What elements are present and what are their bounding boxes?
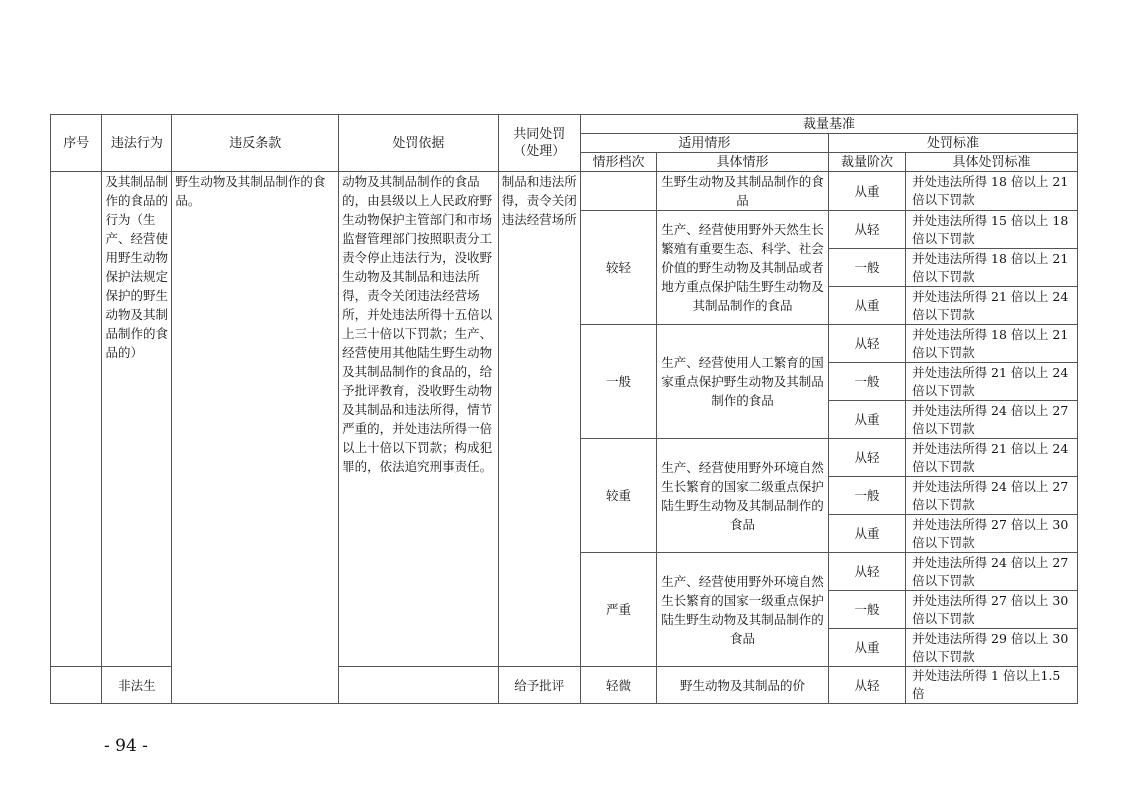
header-violation: 违法行为	[102, 115, 172, 172]
header-penalty-std: 处罚标准	[828, 134, 1077, 153]
stage-cell: 一般	[828, 591, 905, 629]
situation-cell: 生产、经营使用野外天然生长繁殖有重要生态、科学、社会价值的野生动物及其制品或者地方重点保护陆生野生动物及其制品制作的食品	[657, 211, 829, 325]
header-discretion: 裁量基准	[580, 115, 1077, 134]
header-stage: 裁量阶次	[828, 153, 905, 172]
first-level-cell	[580, 172, 656, 211]
stage-cell: 从轻	[828, 211, 905, 249]
stage-cell: 从轻	[828, 667, 905, 704]
clause-cell: 野生动物及其制品制作的食品。	[172, 172, 339, 704]
level-cell: 较重	[580, 439, 656, 553]
penalty-cell: 并处违法所得 18 倍以上 21 倍以下罚款	[906, 325, 1078, 363]
situation-cell: 野生动物及其制品的价	[657, 667, 829, 704]
situation-cell: 生产、经营使用野外环境自然生长繁育的国家二级重点保护陆生野生动物及其制品制作的食品	[657, 439, 829, 553]
violation-cell: 及其制品制作的食品的行为（生产、经营使用野生动物保护法规定保护的野生动物及其制品制作的食品的）	[102, 172, 172, 667]
stage-cell: 一般	[828, 477, 905, 515]
header-level: 情形档次	[580, 153, 656, 172]
penalty-cell: 并处违法所得 24 倍以上 27 倍以下罚款	[906, 553, 1078, 591]
penalty-cell: 并处违法所得 1 倍以上1.5 倍	[906, 667, 1078, 704]
penalty-cell: 并处违法所得 24 倍以上 27 倍以下罚款	[906, 477, 1078, 515]
stage-cell: 从轻	[828, 553, 905, 591]
joint-cell: 制品和违法所得，责令关闭违法经营场所	[498, 172, 580, 667]
serial-cell	[51, 667, 102, 704]
basis-cell	[339, 667, 499, 704]
penalty-cell: 并处违法所得 18 倍以上 21 倍以下罚款	[906, 249, 1078, 287]
basis-cell: 动物及其制品制作的食品的，由县级以上人民政府野生动物保护主管部门和市场监督管理部门按照职责分工责令停止违法行为，没收野生动物及其制品和违法所得，责令关闭违法经营场所，并处违法所得十五倍以上三十倍以下罚款；生产、经营使用其他陆生野生动物及其制品制作的食品的，给予批评教育，没收野生动物及其制品和违法所得，情节严重的，并处违法所得一倍以上十倍以下罚款；构成犯罪的，依法追究刑事责任。	[339, 172, 499, 667]
header-joint: 共同处罚（处理）	[498, 115, 580, 172]
penalty-cell: 并处违法所得 27 倍以上 30 倍以下罚款	[906, 591, 1078, 629]
level-cell: 轻微	[580, 667, 656, 704]
header-clause: 违反条款	[172, 115, 339, 172]
stage-cell: 从轻	[828, 439, 905, 477]
serial-cell	[51, 172, 102, 667]
stage-cell: 从轻	[828, 325, 905, 363]
first-penalty-cell: 并处违法所得 18 倍以上 21 倍以下罚款	[906, 172, 1078, 211]
stage-cell: 从重	[828, 515, 905, 553]
joint-cell: 给予批评	[498, 667, 580, 704]
violation-cell: 非法生	[102, 667, 172, 704]
penalty-cell: 并处违法所得 29 倍以上 30 倍以下罚款	[906, 629, 1078, 667]
penalty-cell: 并处违法所得 21 倍以上 24 倍以下罚款	[906, 439, 1078, 477]
stage-cell: 一般	[828, 249, 905, 287]
first-situation-cell: 生野生动物及其制品制作的食品	[657, 172, 829, 211]
penalty-table	[50, 114, 1078, 704]
level-cell: 较轻	[580, 211, 656, 325]
stage-cell: 从重	[828, 287, 905, 325]
stage-cell: 从重	[828, 629, 905, 667]
penalty-cell: 并处违法所得 21 倍以上 24 倍以下罚款	[906, 363, 1078, 401]
level-cell: 严重	[580, 553, 656, 667]
page-number: - 94 -	[104, 736, 148, 756]
level-cell: 一般	[580, 325, 656, 439]
first-stage-cell: 从重	[828, 172, 905, 211]
header-serial: 序号	[51, 115, 102, 172]
penalty-cell: 并处违法所得 24 倍以上 27 倍以下罚款	[906, 401, 1078, 439]
situation-cell: 生产、经营使用野外环境自然生长繁育的国家一级重点保护陆生野生动物及其制品制作的食品	[657, 553, 829, 667]
penalty-cell: 并处违法所得 15 倍以上 18 倍以下罚款	[906, 211, 1078, 249]
header-situation: 具体情形	[657, 153, 829, 172]
stage-cell: 从重	[828, 401, 905, 439]
penalty-cell: 并处违法所得 27 倍以上 30 倍以下罚款	[906, 515, 1078, 553]
header-specific-penalty: 具体处罚标准	[906, 153, 1078, 172]
header-applicable: 适用情形	[580, 134, 828, 153]
penalty-cell: 并处违法所得 21 倍以上 24 倍以下罚款	[906, 287, 1078, 325]
situation-cell: 生产、经营使用人工繁育的国家重点保护野生动物及其制品制作的食品	[657, 325, 829, 439]
header-basis: 处罚依据	[339, 115, 499, 172]
stage-cell: 一般	[828, 363, 905, 401]
